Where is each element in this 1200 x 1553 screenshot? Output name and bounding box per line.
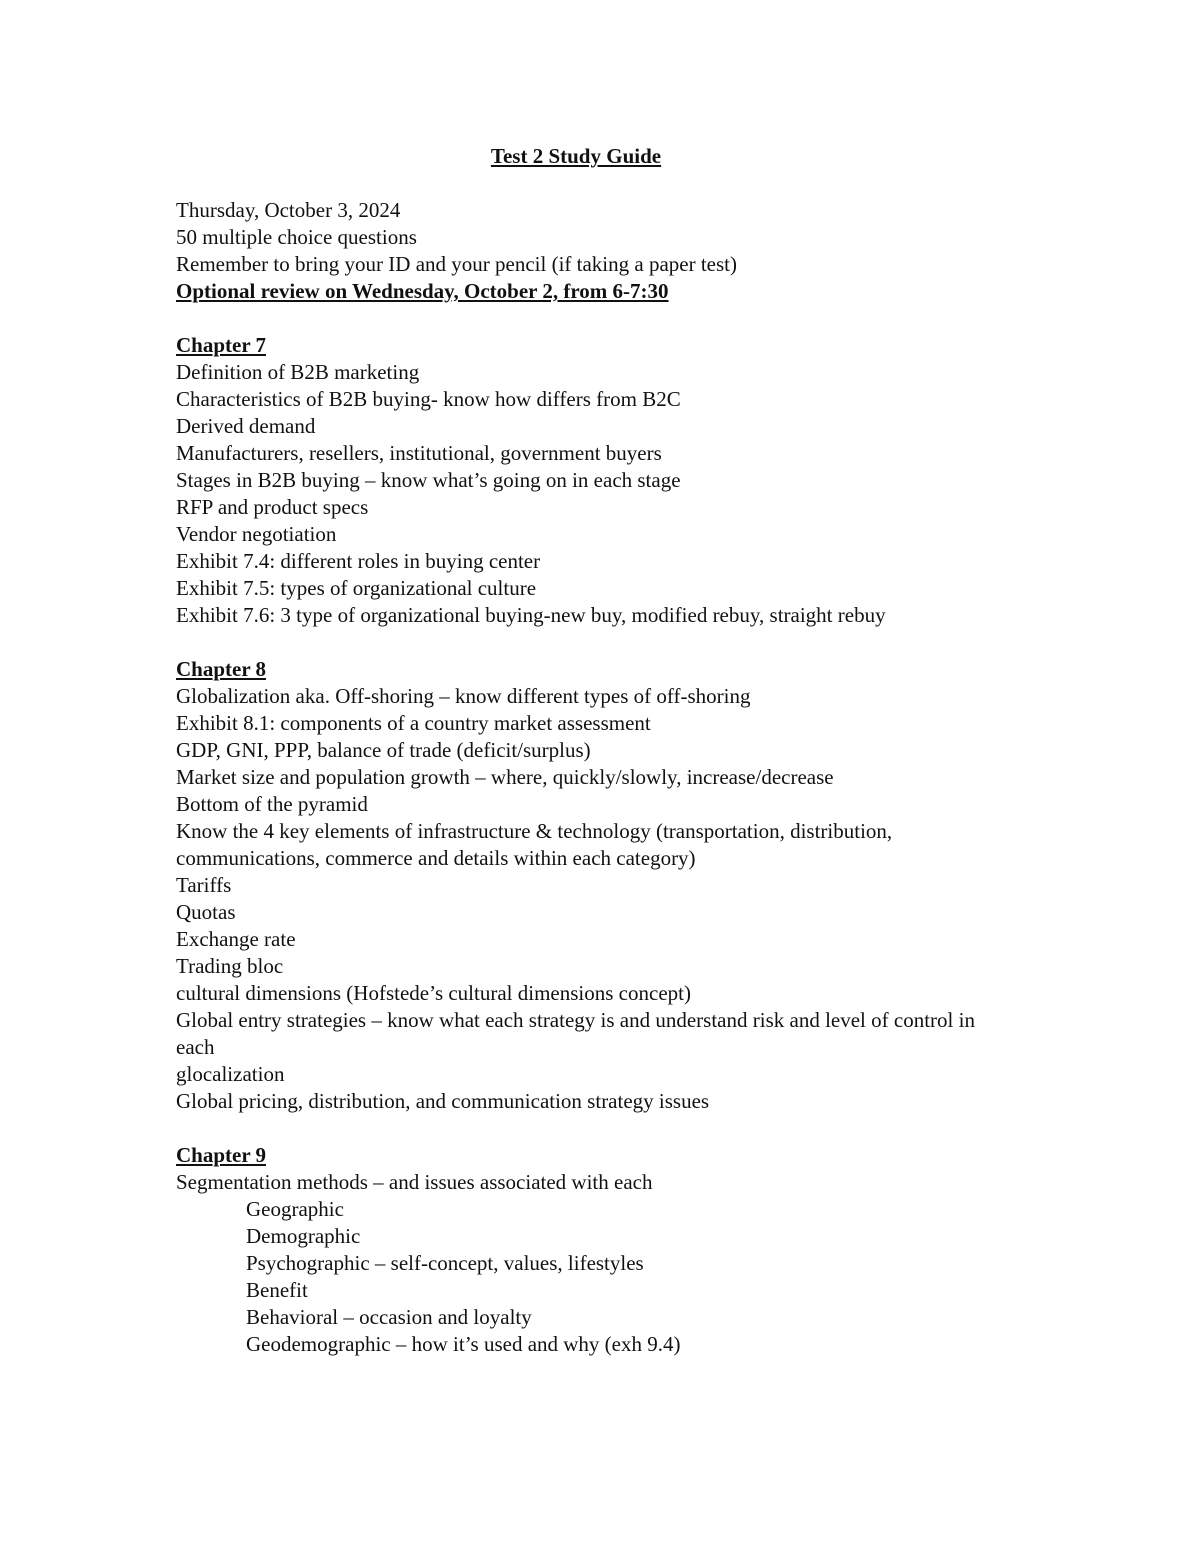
list-item: Tariffs [176,873,232,897]
exam-format: 50 multiple choice questions [176,225,417,249]
list-item: Derived demand [176,414,316,438]
list-item: Characteristics of B2B buying- know how differs from B2C [176,387,681,411]
document-title: Test 2 Study Guide [490,144,662,168]
list-item: Behavioral – occasion and loyalty [246,1305,532,1329]
list-item: glocalization [176,1062,285,1086]
list-item: Bottom of the pyramid [176,792,368,816]
list-item: Exhibit 7.4: different roles in buying center [176,549,541,573]
spacer [176,629,1016,656]
list-item: cultural dimensions (Hofstede’s cultural dimensions concept) [176,981,691,1005]
list-item: Exchange rate [176,927,296,951]
list-item: Stages in B2B buying – know what’s going on in each stage [176,468,681,492]
chapter-9-intro: Segmentation methods – and issues associated with each [176,1170,653,1194]
chapter-7-heading: Chapter 7 [176,333,267,357]
list-item: Definition of B2B marketing [176,360,420,384]
list-item: Exhibit 7.5: types of organizational culture [176,576,537,600]
chapter-8-list [176,683,1016,1115]
list-item: Psychographic – self-concept, values, lifestyles [246,1251,644,1275]
list-item: GDP, GNI, PPP, balance of trade (deficit/surplus) [176,738,591,762]
list-item: RFP and product specs [176,495,369,519]
list-item: Vendor negotiation [176,522,337,546]
list-item: Global entry strategies – know what each strategy is and understand risk and level of control in each [176,1008,981,1059]
list-item: Manufacturers, resellers, institutional, government buyers [176,441,662,465]
list-item: Demographic [246,1224,361,1248]
review-session-note: Optional review on Wednesday, October 2, from 6-7:30 [176,279,669,303]
chapter-7-list [176,359,1016,629]
chapter-9-sublist [176,1196,1016,1358]
spacer [176,305,1016,332]
exam-date: Thursday, October 3, 2024 [176,198,401,222]
list-item: Global pricing, distribution, and communication strategy issues [176,1089,710,1113]
list-item: Exhibit 8.1: components of a country market assessment [176,711,651,735]
list-item: Benefit [246,1278,308,1302]
list-item: Know the 4 key elements of infrastructure & technology (transportation, distribution, communications, commerce and details within each category) [176,819,898,870]
list-item: Globalization aka. Off-shoring – know different types of off-shoring [176,684,751,708]
exam-reminder: Remember to bring your ID and your pencil (if taking a paper test) [176,252,737,276]
list-item: Market size and population growth – where, quickly/slowly, increase/decrease [176,765,834,789]
chapter-8-heading: Chapter 8 [176,657,267,681]
spacer [176,170,1016,197]
chapter-9-heading: Chapter 9 [176,1143,267,1167]
list-item: Trading bloc [176,954,284,978]
list-item: Geographic [246,1197,344,1221]
list-item: Exhibit 7.6: 3 type of organizational buying-new buy, modified rebuy, straight rebuy [176,603,886,627]
spacer [176,1115,1016,1142]
document-page [176,143,1016,1358]
list-item: Geodemographic – how it’s used and why (exh 9.4) [246,1332,681,1356]
list-item: Quotas [176,900,236,924]
